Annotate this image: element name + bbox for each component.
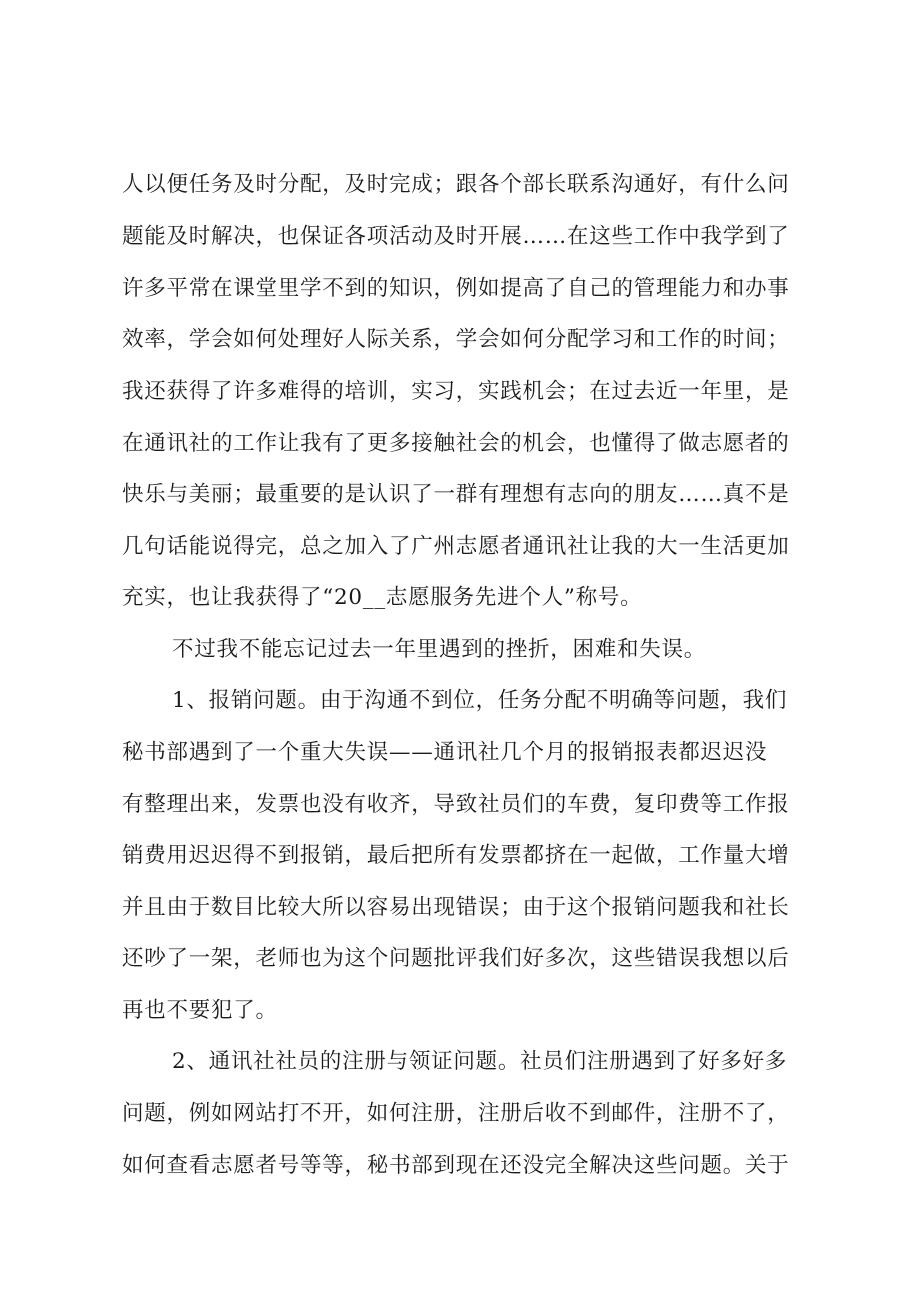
text-line: 如何查看志愿者号等等，秘书部到现在还没完全解决这些问题。关于 [122,1153,790,1178]
text-line: 效率，学会如何处理好人际关系，学会如何分配学习和工作的时间； [122,327,790,352]
text-line: 许多平常在课堂里学不到的知识，例如提高了自己的管理能力和办事 [122,276,790,301]
text-line: 有整理出来，发票也没有收齐，导致社员们的车费，复印费等工作报 [122,792,790,817]
text-line: 几句话能说得完，总之加入了广州志愿者通讯社让我的大一生活更加 [122,534,790,559]
text-line: 我还获得了许多难得的培训，实习，实践机会；在过去近一年里，是 [122,379,790,404]
text-line: 人以便任务及时分配，及时完成；跟各个部长联系沟通好，有什么问 [122,172,790,197]
paragraph-first-line: 2、通讯社社员的注册与领证问题。社员们注册遇到了好多好多 [172,1049,788,1074]
text-line: 充实，也让我获得了“20__志愿服务先进个人”称号。 [122,585,643,610]
text-line: 再也不要犯了。 [122,998,278,1023]
text-line: 销费用迟迟得不到报销，最后把所有发票都挤在一起做，工作量大增 [122,843,790,868]
paragraph-first-line: 不过我不能忘记过去一年里遇到的挫折，困难和失误。 [172,637,707,662]
text-line: 秘书部遇到了一个重大失误——通讯社几个月的报销报表都迟迟没 [122,740,768,765]
text-line: 快乐与美丽；最重要的是认识了一群有理想有志向的朋友……真不是 [122,482,790,507]
text-line: 问题，例如网站打不开，如何注册，注册后收不到邮件，注册不了， [122,1101,790,1126]
text-line: 在通讯社的工作让我有了更多接触社会的机会，也懂得了做志愿者的 [122,431,790,456]
text-line: 题能及时解决，也保证各项活动及时开展……在这些工作中我学到了 [122,224,790,249]
text-line: 还吵了一架，老师也为这个问题批评我们好多次，这些错误我想以后 [122,946,790,971]
text-line: 并且由于数目比较大所以容易出现错误；由于这个报销问题我和社长 [122,895,790,920]
paragraph-first-line: 1、报销问题。由于沟通不到位，任务分配不明确等问题，我们 [172,688,788,713]
